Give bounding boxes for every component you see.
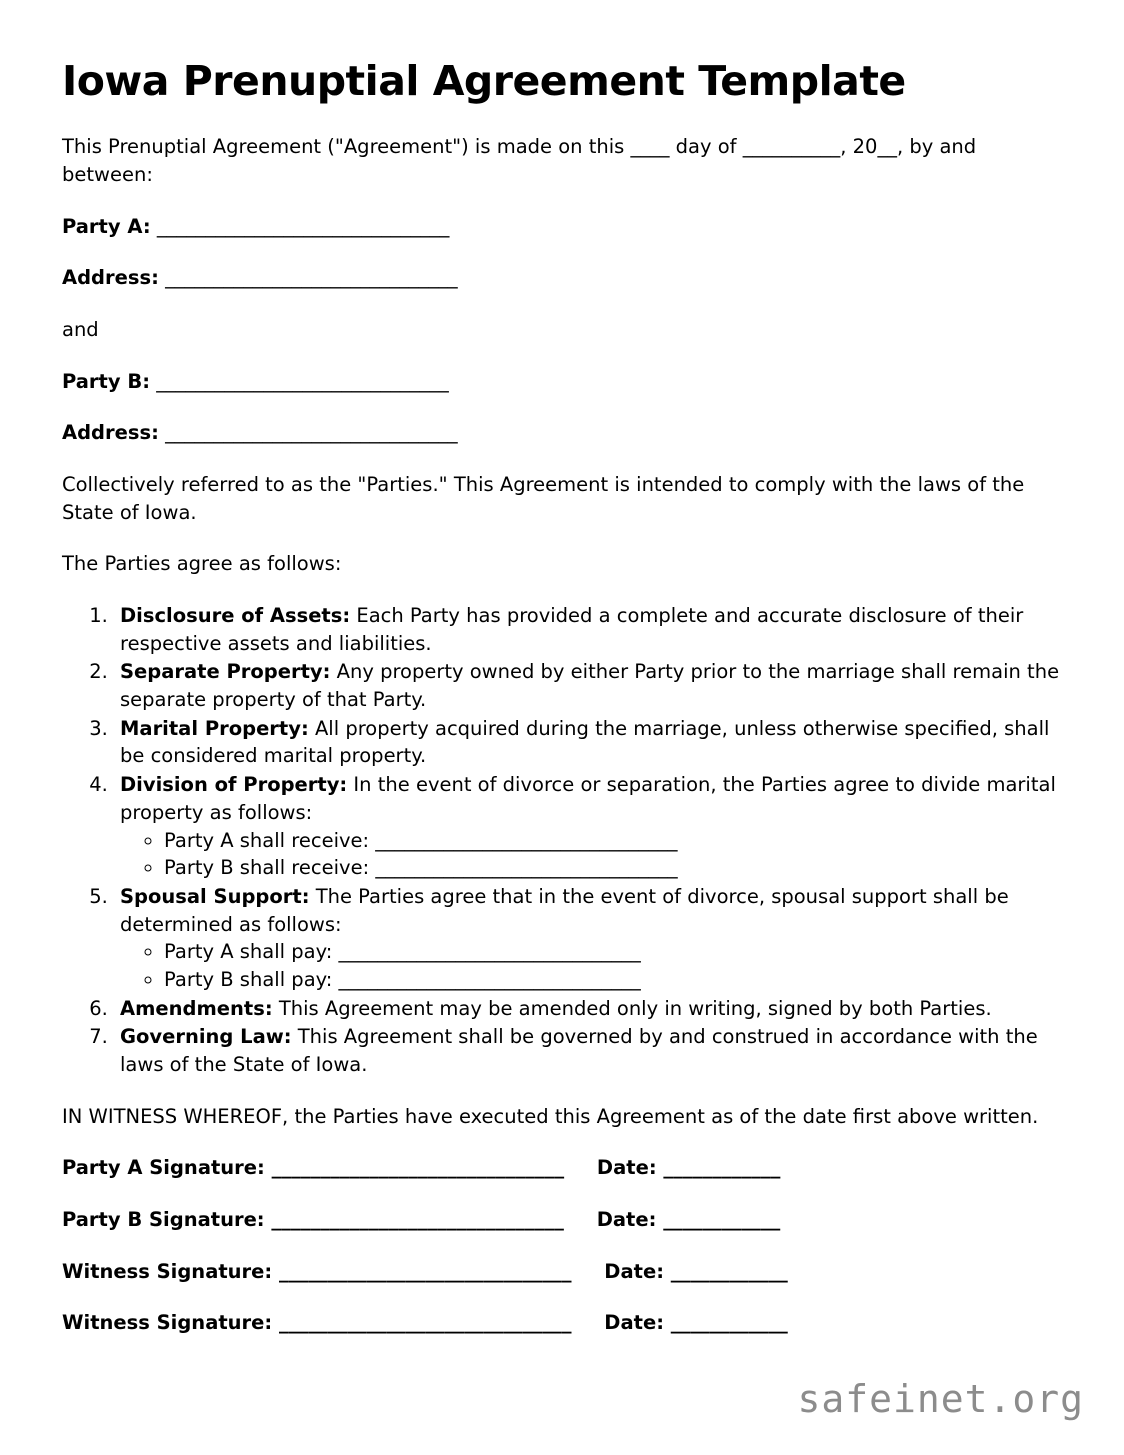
- party-b-blank: ______________________________: [156, 369, 449, 393]
- terms-list: [62, 602, 1062, 1079]
- list-item: [114, 771, 1062, 882]
- list-item: [114, 1023, 1062, 1078]
- witness-one-signature-line: [62, 1258, 1062, 1286]
- term-text: This Agreement shall be governed by and construed in accordance with the laws of the State of Iowa.: [120, 1025, 1038, 1077]
- term-label: Amendments:: [120, 996, 273, 1020]
- date-blank: ____________: [663, 1208, 781, 1232]
- list-item: [114, 883, 1062, 994]
- party-a-address-field: [62, 264, 1062, 292]
- term-text: In the event of divorce or separation, the Parties agree to divide marital property as follows:: [120, 773, 1056, 824]
- date-label: Date:: [604, 1311, 664, 1335]
- date-label: Date:: [596, 1208, 657, 1232]
- party-b-address-label: Address:: [62, 421, 159, 445]
- intro-paragraph: This Prenuptial Agreement ("Agreement") is made on this ____ day of __________, 20__, by and between:: [62, 135, 977, 186]
- list-item: [114, 715, 1062, 770]
- date-blank: ____________: [670, 1311, 788, 1335]
- sub-list: [120, 827, 1062, 882]
- signature-label: Party A Signature:: [62, 1156, 265, 1180]
- date-label: Date:: [604, 1259, 664, 1283]
- collectively-paragraph: Collectively referred to as the "Parties." This Agreement is intended to comply with the laws of the State of Iowa.: [62, 472, 1025, 524]
- list-item: ◦ Party A shall receive: _______________________________: [164, 827, 1062, 855]
- date-label: Date:: [596, 1156, 657, 1180]
- term-label: Marital Property:: [120, 716, 309, 740]
- date-blank: ____________: [663, 1156, 781, 1180]
- conjunction-and: [62, 316, 1062, 344]
- term-text: This Agreement may be amended only in writing, signed by both Parties.: [272, 996, 992, 1020]
- conjunction-text: and: [62, 317, 99, 341]
- party-a-address-label: Address:: [62, 266, 159, 290]
- agree-lead-paragraph: The Parties agree as follows:: [62, 552, 342, 576]
- signature-label: Witness Signature:: [62, 1259, 273, 1283]
- sub-list: [120, 938, 1062, 993]
- term-label: Governing Law:: [120, 1025, 292, 1049]
- term-text: Each Party has provided a complete and accurate disclosure of their respective assets and liabilities.: [120, 604, 1024, 655]
- signature-label: Party B Signature:: [62, 1208, 265, 1232]
- list-item: [114, 658, 1062, 713]
- party-b-field: [62, 368, 1062, 396]
- party-a-address-blank: ______________________________: [165, 266, 458, 290]
- list-item: [114, 995, 1062, 1023]
- list-item: ◦ Party A shall pay: _______________________________: [164, 938, 1062, 966]
- party-b-address-field: [62, 419, 1062, 447]
- page-title: Iowa Prenuptial Agreement Template: [62, 57, 906, 105]
- party-a-blank: ______________________________: [156, 214, 450, 238]
- party-a-signature-line: [62, 1154, 1062, 1182]
- term-label: Division of Property:: [120, 773, 348, 797]
- date-blank: ____________: [670, 1259, 788, 1283]
- party-b-label: Party B:: [62, 369, 151, 393]
- signature-label: Witness Signature:: [62, 1311, 273, 1335]
- party-a-label: Party A:: [62, 214, 151, 238]
- list-item: ◦ Party B shall pay: _______________________________: [164, 966, 1062, 994]
- list-item: ◦ Party B shall receive: _______________________________: [164, 854, 1062, 882]
- signature-blank: ______________________________: [279, 1311, 572, 1335]
- party-a-field: [62, 213, 1062, 241]
- term-label: Separate Property:: [120, 660, 331, 684]
- signature-blank: ______________________________: [271, 1208, 564, 1232]
- signature-blank: ______________________________: [279, 1259, 572, 1283]
- term-label: Disclosure of Assets:: [120, 604, 351, 628]
- term-label: Spousal Support:: [120, 884, 310, 908]
- term-text: The Parties agree that in the event of divorce, spousal support shall be determined as follows:: [120, 884, 1009, 936]
- witness-two-signature-line: [62, 1309, 1062, 1337]
- signature-blank: ______________________________: [271, 1156, 565, 1180]
- term-text: All property acquired during the marriage, unless otherwise specified, shall be considered marital property.: [120, 716, 1050, 768]
- term-text: Any property owned by either Party prior to the marriage shall remain the separate property of that Party.: [120, 660, 1060, 712]
- party-b-address-blank: ______________________________: [165, 421, 458, 445]
- list-item: [114, 602, 1062, 657]
- site-watermark: safeinet.org: [797, 1377, 1084, 1421]
- witness-clause-paragraph: IN WITNESS WHEREOF, the Parties have executed this Agreement as of the date first above written.: [62, 1104, 1039, 1128]
- party-b-signature-line: [62, 1206, 1062, 1234]
